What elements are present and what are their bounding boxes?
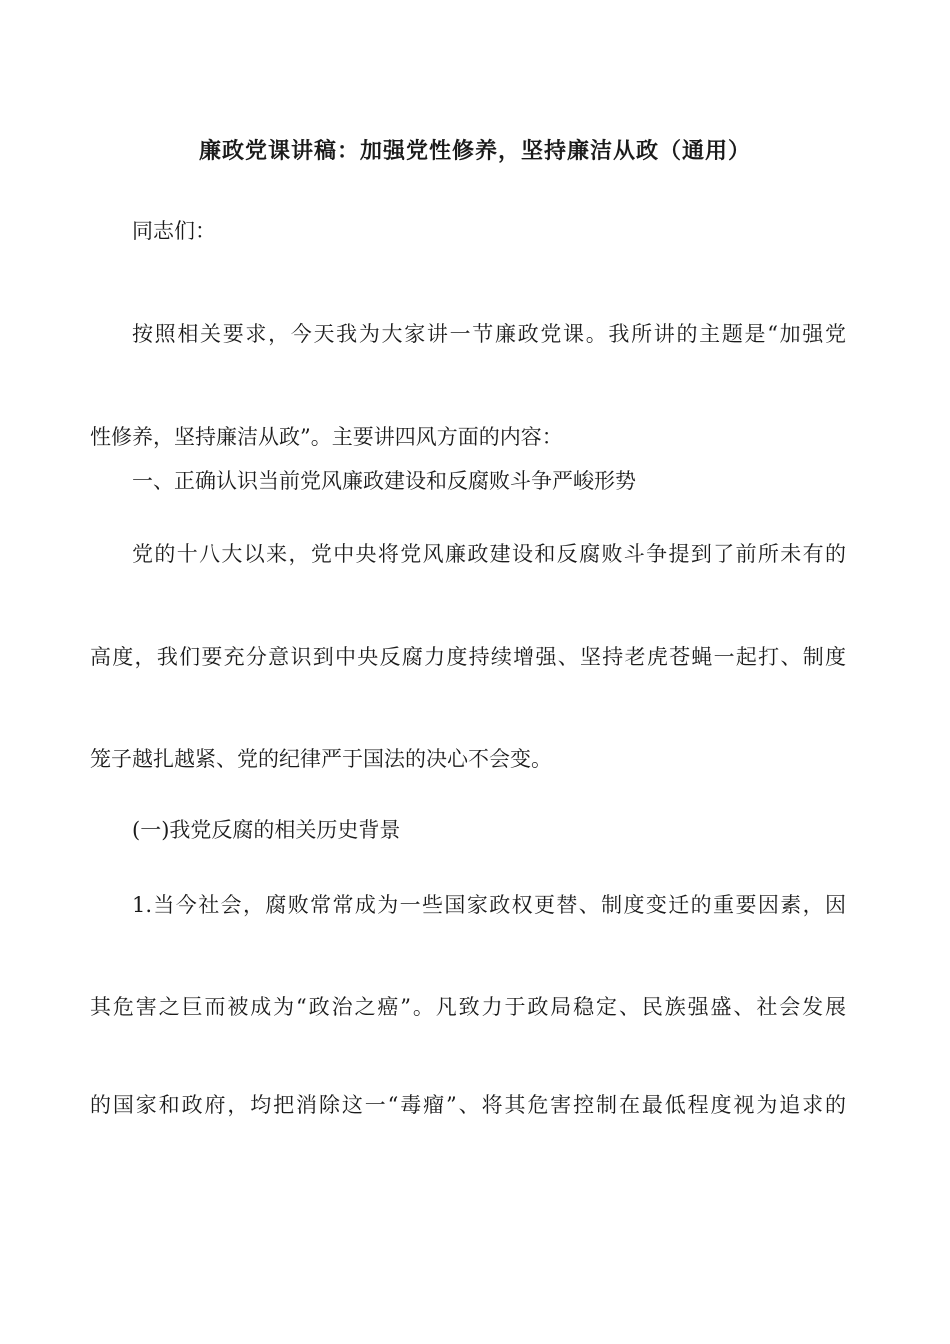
paragraph-line: 性修养，坚持廉洁从政”。主要讲四风方面的内容： (90, 425, 563, 449)
paragraph-line: 其危害之巨而被成为“政治之癌”。凡致力于政局稳定、民族强盛、社会发展 (90, 995, 846, 1019)
paragraph-line: 的国家和政府，均把消除这一“毒瘤”、将其危害控制在最低程度视为追求的 (90, 1093, 846, 1117)
paragraph-line: 1.当今社会，腐败常常成为一些国家政权更替、制度变迁的重要因素，因 (132, 893, 846, 917)
document-title: 廉政党课讲稿：加强党性修养，坚持廉洁从政（通用） (198, 138, 751, 164)
paragraph-line: 党的十八大以来，党中央将党风廉政建设和反腐败斗争提到了前所未有的 (132, 542, 846, 566)
paragraph-line: 笼子越扎越紧、党的纪律严于国法的决心不会变。 (90, 747, 552, 771)
salutation-line: 同志们： (132, 219, 216, 243)
paragraph-line: 按照相关要求，今天我为大家讲一节廉政党课。我所讲的主题是“加强党 (132, 322, 846, 346)
subsection-heading-line: (一)我党反腐的相关历史背景 (132, 818, 401, 842)
section-heading-line: 一、正确认识当前党风廉政建设和反腐败斗争严峻形势 (132, 469, 636, 493)
paragraph-line: 高度，我们要充分意识到中央反腐力度持续增强、坚持老虎苍蝇一起打、制度 (90, 645, 846, 669)
